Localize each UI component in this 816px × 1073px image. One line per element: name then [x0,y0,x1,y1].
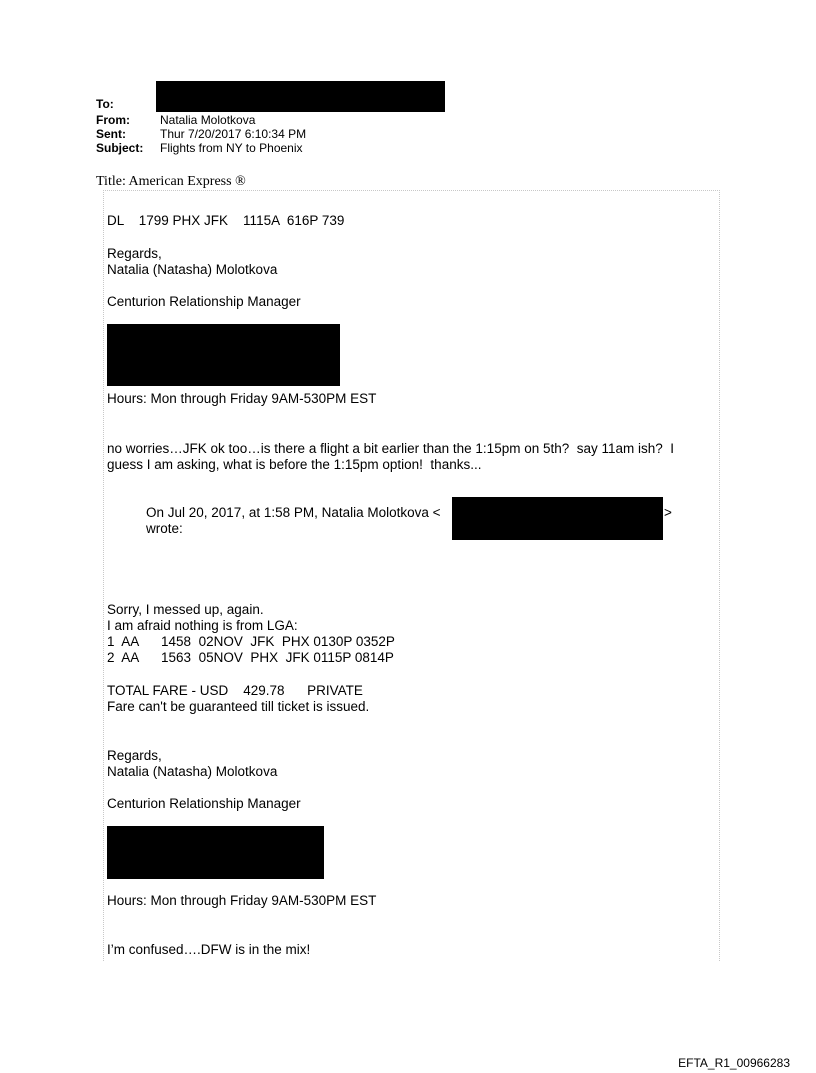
document-id: EFTA_R1_00966283 [678,1056,790,1070]
signature-name-2: Natalia (Natasha) Molotkova [107,764,278,779]
sent-value: Thur 7/20/2017 6:10:34 PM [160,127,307,141]
document-title: Title: American Express ® [96,174,246,189]
subject-label: Subject: [96,141,144,155]
total-fare: TOTAL FARE - USD 429.78 PRIVATE [107,683,363,698]
signature-name-1: Natalia (Natasha) Molotkova [107,262,278,277]
segment-1: 1 AA 1458 02NOV JFK PHX 0130P 0352P [107,634,395,649]
sent-label: Sent: [96,127,126,141]
to-label: To: [96,97,114,111]
redacted-recipient [156,81,445,112]
from-label: From: [96,113,130,127]
afraid-line: I am afraid nothing is from LGA: [107,618,298,633]
flight-line: DL 1799 PHX JFK 1115A 616P 739 [107,213,345,228]
reply-line-2: guess I am asking, what is before the 1:15pm option! thanks... [107,457,482,472]
signature-role-2: Centurion Relationship Manager [107,796,301,811]
confused-line: I’m confused….DFW is in the mix! [107,942,311,957]
to-row [96,97,160,111]
segment-2: 2 AA 1563 05NOV PHX JFK 0115P 0814P [107,650,394,665]
fare-note: Fare can't be guaranteed till ticket is issued. [107,699,370,714]
regards-1: Regards, [107,246,162,261]
subject-value: Flights from NY to Phoenix [160,141,303,155]
quote-header: On Jul 20, 2017, at 1:58 PM, Natalia Molotkova < [146,505,441,520]
from-value: Natalia Molotkova [160,113,256,127]
signature-role-1: Centurion Relationship Manager [107,294,301,309]
reply-line-1: no worries…JFK ok too…is there a flight a bit earlier than the 1:15pm on 5th? say 11am ish? I [107,441,675,456]
regards-2: Regards, [107,748,162,763]
quote-wrote: wrote: [146,521,183,536]
quote-header-end: > [664,505,672,520]
hours-1: Hours: Mon through Friday 9AM-530PM EST [107,391,377,406]
hours-2: Hours: Mon through Friday 9AM-530PM EST [107,893,377,908]
subject-row [96,141,303,155]
redacted-contact-1 [107,324,340,386]
redacted-contact-2 [107,826,324,879]
from-row [96,113,255,127]
redacted-email [452,497,663,540]
sent-row [96,127,306,141]
sorry-line: Sorry, I messed up, again. [107,602,264,617]
